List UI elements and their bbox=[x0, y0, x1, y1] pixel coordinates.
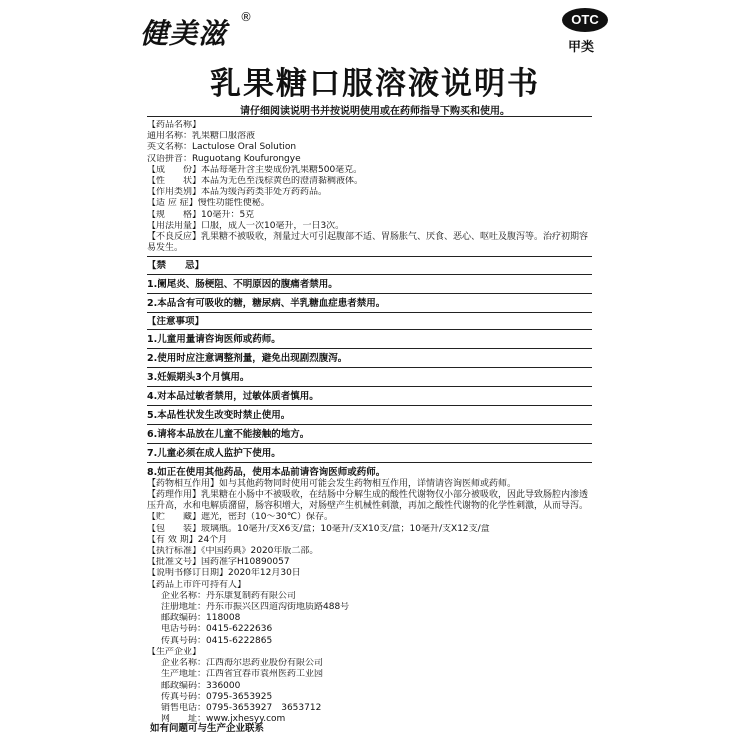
validity: 【有 效 期】24个月 bbox=[147, 534, 228, 545]
leaflet-body bbox=[147, 114, 592, 725]
otc-class-label: 甲类 bbox=[568, 40, 595, 55]
section-precautions: 【注意事项】 bbox=[147, 315, 205, 327]
divider bbox=[147, 293, 592, 294]
holder-tel: 电话号码：0415-6222636 bbox=[161, 624, 273, 635]
holder-address: 注册地址：丹东市振兴区四道沟街地质路488号 bbox=[161, 602, 350, 613]
pinyin-name: 汉语拼音：Ruguotang Koufurongye bbox=[147, 153, 301, 164]
adverse-reactions: 【不良反应】乳果糖不被吸收，剂量过大可引起腹部不适、胃肠胀气、厌食、恶心、呕吐及腹泻等。治疗初期容易发生。 bbox=[147, 232, 589, 254]
divider bbox=[147, 274, 592, 275]
specification: 【规 格】10毫升：5克 bbox=[147, 209, 255, 220]
package: 【包 装】玻璃瓶。10毫升/支X6支/盒；10毫升/支X10支/盒；10毫升/支X12支/盒 bbox=[147, 523, 490, 534]
maker-zip: 邮政编码：336000 bbox=[161, 680, 241, 691]
divider bbox=[147, 443, 592, 444]
divider bbox=[147, 312, 592, 313]
category: 【作用类别】本品为缓泻药类非处方药药品。 bbox=[147, 187, 328, 198]
section-license-holder: 【药品上市许可持有人】 bbox=[147, 579, 247, 590]
document-subtitle: 请仔细阅读说明书并按说明使用或在药师指导下购买和使用。 bbox=[240, 106, 510, 117]
usage-dosage: 【用法用量】口服，成人一次10毫升，一日3次。 bbox=[147, 220, 345, 231]
contraindication-item: 1.阑尾炎、肠梗阻、不明原因的腹痛者禁用。 bbox=[147, 278, 338, 290]
property: 【性 状】本品为无色至浅棕黄色的澄清黏稠液体。 bbox=[147, 176, 364, 187]
maker-address: 生产地址：江西省宜春市袁州医药工业园 bbox=[161, 669, 324, 680]
holder-zip: 邮政编码：118008 bbox=[161, 613, 241, 624]
divider bbox=[147, 424, 592, 425]
precaution-item: 8.如正在使用其他药品，使用本品前请咨询医师或药师。 bbox=[147, 466, 386, 478]
precaution-item: 4.对本品过敏者禁用，过敏体质者慎用。 bbox=[147, 390, 319, 402]
precaution-item: 2.使用时应注意调整剂量，避免出现剧烈腹泻。 bbox=[147, 352, 348, 364]
registered-mark: ® bbox=[240, 10, 252, 24]
maker-website: 网 址：www.jxhesyy.com bbox=[161, 714, 286, 725]
standard: 【执行标准】《中国药典》2020年版二部。 bbox=[147, 546, 319, 557]
approval-number: 【批准文号】国药准字H10890057 bbox=[147, 557, 290, 568]
holder-company: 企业名称：丹东康复制药有限公司 bbox=[161, 590, 297, 601]
precaution-item: 6.请将本品放在儿童不能接触的地方。 bbox=[147, 428, 310, 440]
precaution-item: 5.本品性状发生改变时禁止使用。 bbox=[147, 409, 291, 421]
divider bbox=[147, 386, 592, 387]
holder-fax: 传真号码：0415-6222865 bbox=[161, 635, 273, 646]
divider bbox=[147, 367, 592, 368]
divider bbox=[147, 116, 592, 117]
maker-company: 企业名称：江西海尔思药业股份有限公司 bbox=[161, 658, 324, 669]
divider bbox=[147, 405, 592, 406]
maker-fax: 传真号码：0795-3653925 bbox=[161, 691, 273, 702]
section-contraindications: 【禁 忌】 bbox=[147, 260, 205, 272]
generic-name: 通用名称：乳果糖口服溶液 bbox=[147, 131, 256, 142]
revision-date: 【说明书修订日期】2020年12月30日 bbox=[147, 568, 301, 579]
drug-interactions: 【药物相互作用】如与其他药物同时使用可能会发生药物相互作用，详情请咨询医师或药师。 bbox=[147, 478, 517, 489]
divider bbox=[147, 329, 592, 330]
document-title: 乳果糖口服溶液说明书 bbox=[210, 66, 540, 102]
divider bbox=[147, 462, 592, 463]
section-manufacturer: 【生产企业】 bbox=[147, 646, 202, 657]
divider bbox=[147, 256, 592, 257]
maker-sales-phone: 销售电话：0795-3653927 3653712 bbox=[161, 702, 322, 713]
otc-badge: OTC bbox=[562, 8, 608, 32]
english-name: 英文名称：Lactulose Oral Solution bbox=[147, 142, 297, 153]
brand-name: 健美滋 bbox=[140, 17, 228, 50]
contact-footer: 如有问题可与生产企业联系 bbox=[150, 723, 265, 734]
section-drug-name: 【药品名称】 bbox=[147, 120, 202, 130]
storage: 【贮 藏】遮光，密封（10～30℃）保存。 bbox=[147, 512, 334, 523]
ingredient: 【成 份】本品每毫升含主要成份乳果糖500毫克。 bbox=[147, 164, 363, 175]
precaution-item: 7.儿童必须在成人监护下使用。 bbox=[147, 447, 281, 459]
precaution-item: 3.妊娠期头3个月慎用。 bbox=[147, 371, 250, 383]
contraindication-item: 2.本品含有可吸收的糖，糖尿病、半乳糖血症患者禁用。 bbox=[147, 297, 386, 309]
indication: 【适 应 症】慢性功能性便秘。 bbox=[147, 198, 270, 209]
divider bbox=[147, 348, 592, 349]
pharmacology: 【药理作用】乳果糖在小肠中不被吸收，在结肠中分解生成的酸性代谢物仅小部分被吸收，因此导致肠腔内渗透压升高，水和电解质潴留，肠容积增大，对肠壁产生机械性刺激，再加之酸性代谢物的化学性刺激，从而导泻。 bbox=[147, 490, 589, 512]
precaution-item: 1.儿童用量请咨询医师或药师。 bbox=[147, 333, 281, 345]
